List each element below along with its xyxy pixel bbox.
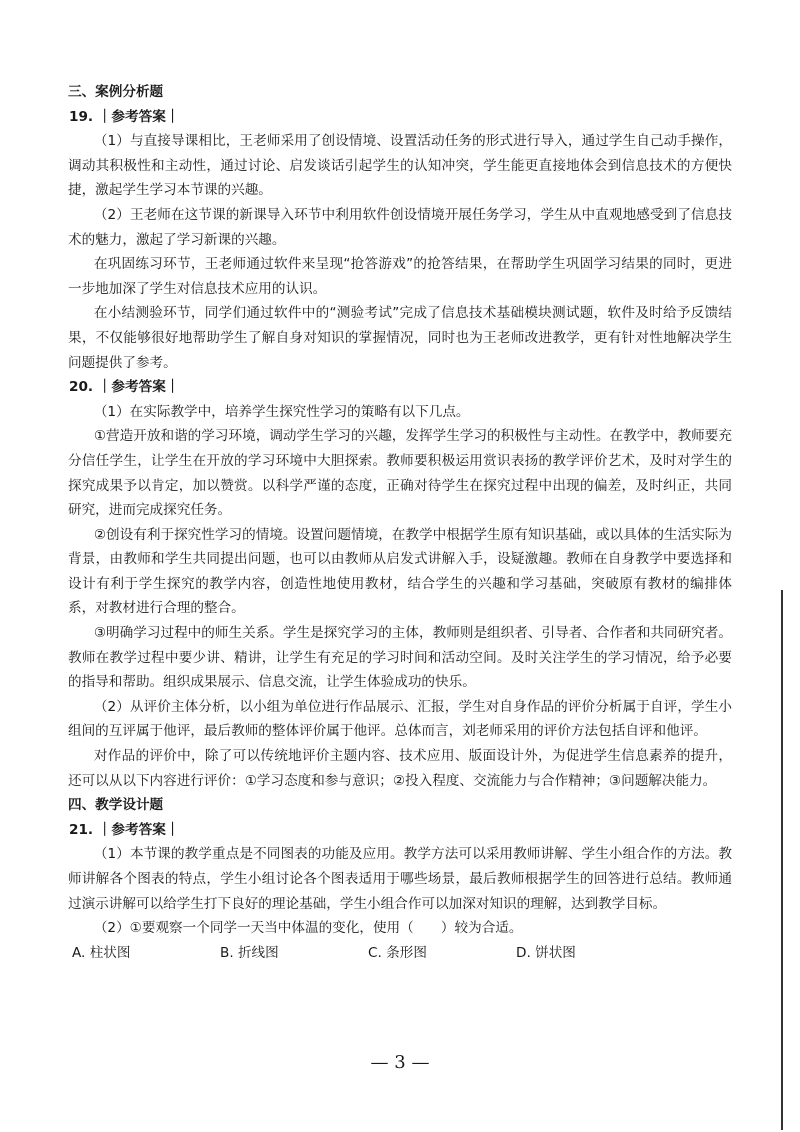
answer-paragraph: （1）本节课的教学重点是不同图表的功能及应用。教学方法可以采用教师讲解、学生小组合作的方法。教师讲解各个图表的特点，学生小组讨论各个图表适用于哪些场景，最后教师根据学生的回答进行总结。教师通过演示讲解可以给学生打下良好的理论基础，学生小组合作可以加深对知识的理解，达到教学目标。 (68, 846, 732, 912)
scan-edge-line (781, 590, 783, 1130)
question-21-label: 21. ｜参考答案｜ (69, 821, 180, 838)
question-20-label: 20. ｜参考答案｜ (69, 379, 180, 396)
option-d: D. 饼状图 (516, 944, 576, 961)
option-b: B. 折线图 (220, 944, 279, 961)
answer-paragraph: 在小结测验环节，同学们通过软件中的“测验考试”完成了信息技术基础模块测试题，软件及时给予反馈结果，不仅能够很好地帮助学生了解自身对知识的掌握情况，同时也为王老师改进教学，更有针对性地解决学生问题提供了参考。 (68, 305, 732, 371)
section-title-case-analysis: 三、案例分析题 (68, 84, 164, 100)
answer-paragraph: （1）与直接导课相比，王老师采用了创设情境、设置活动任务的形式进行导入，通过学生自己动手操作，调动其积极性和主动性，通过讨论、启发谈话引起学生的认知冲突，学生能更直接地体会到信息技术的方便快捷，激起学生学习本节课的兴趣。 (68, 133, 732, 199)
answer-paragraph: （2）从评价主体分析，以小组为单位进行作品展示、汇报，学生对自身作品的评价分析属于自评，学生小组间的互评属于他评，最后教师的整体评价属于他评。总体而言，刘老师采用的评价方法包括自评和他评。 (68, 698, 732, 740)
option-c: C. 条形图 (368, 944, 427, 961)
choice-options (68, 941, 732, 966)
page-number: — 3 — (370, 1052, 430, 1073)
answer-paragraph: 在巩固练习环节，王老师通过软件来呈现“抢答游戏”的抢答结果，在帮助学生巩固学习结果的同时，更进一步地加深了学生对信息技术应用的认识。 (68, 256, 732, 297)
document-page (68, 80, 732, 965)
option-a: A. 柱状图 (72, 944, 131, 961)
question-19-label: 19. ｜参考答案｜ (69, 108, 180, 125)
answer-paragraph: （2）王老师在这节课的新课导入环节中利用软件创设情境开展任务学习，学生从中直观地感受到了信息技术的魅力，激起了学习新课的兴趣。 (68, 206, 732, 248)
answer-paragraph: 对作品的评价中，除了可以传统地评价主题内容、技术应用、版面设计外，为促进学生信息素养的提升，还可以从以下内容进行评价：①学习态度和参与意识；②投入程度、交流能力与合作精神；③问题解决能力。 (68, 748, 732, 789)
answer-paragraph: （2）①要观察一个同学一天当中体温的变化，使用（ ）较为合适。 (93, 920, 523, 937)
answer-paragraph: （1）在实际教学中，培养学生探究性学习的策略有以下几点。 (93, 403, 470, 420)
answer-paragraph: ②创设有利于探究性学习的情境。设置问题情境，在教学中根据学生原有知识基础，或以具体的生活实际为背景，由教师和学生共同提出问题，也可以由教师从启发式讲解入手，设疑激趣。教师在自身教学中要选择和设计有利于学生探究的教学内容，创造性地使用教材，结合学生的兴趣和学习基础，突破原有教材的编排体系，对教材进行合理的整合。 (68, 526, 732, 617)
section-title-teaching-design: 四、教学设计题 (68, 797, 164, 814)
answer-paragraph: ①营造开放和谐的学习环境，调动学生学习的兴趣，发挥学生学习的积极性与主动性。在教学中，教师要充分信任学生，让学生在开放的学习环境中大胆探索。教师要积极运用赏识表扬的教学评价艺术，及时对学生的探究成果予以肯定，加以赞赏。以科学严谨的态度，正确对待学生在探究过程中出现的偏差，及时纠正，共同研究，进而完成探究任务。 (68, 428, 732, 519)
answer-paragraph: ③明确学习过程中的师生关系。学生是探究学习的主体，教师则是组织者、引导者、合作者和共同研究者。教师在教学过程中要少讲、精讲，让学生有充足的学习时间和活动空间。及时关注学生的学习情况，给予必要的指导和帮助。组织成果展示、信息交流，让学生体验成功的快乐。 (68, 625, 732, 691)
